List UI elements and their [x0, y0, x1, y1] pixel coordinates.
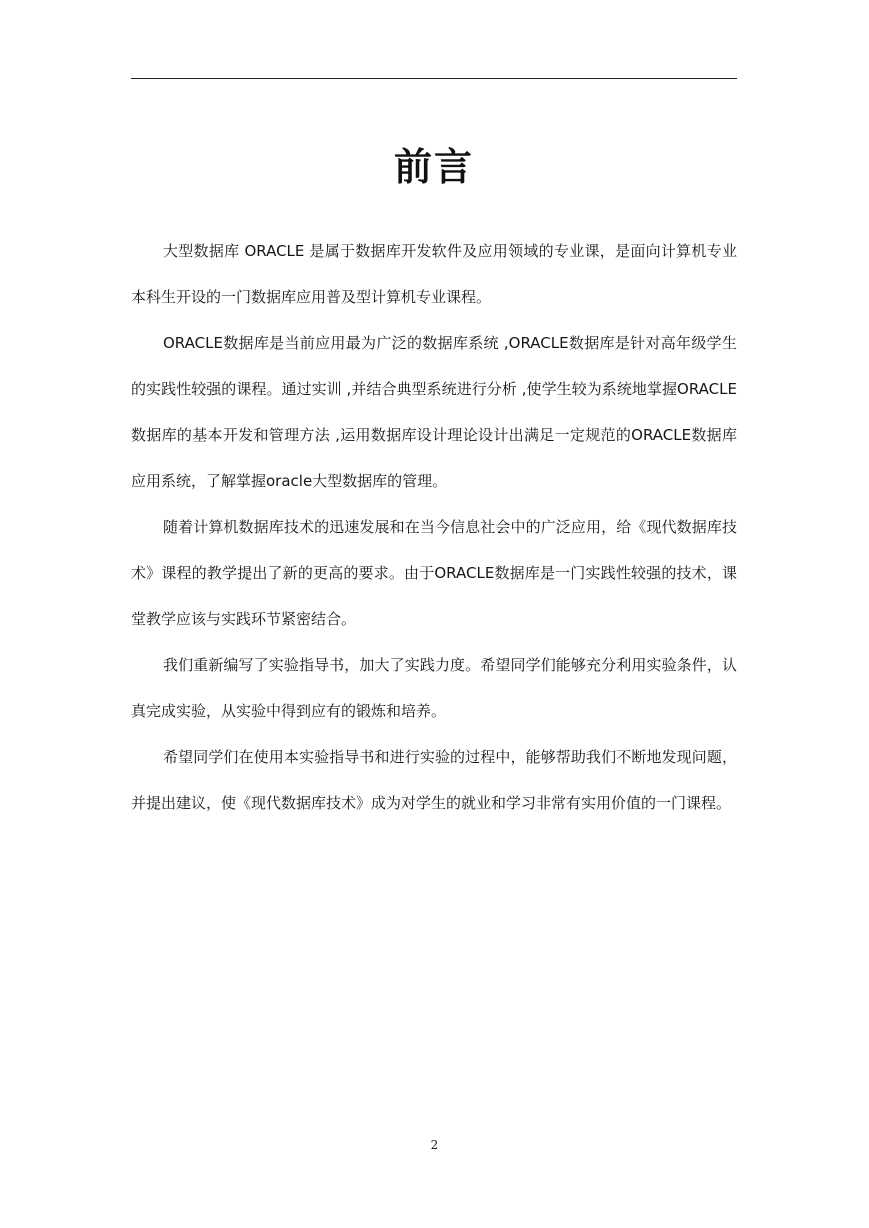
page-title: 前言: [393, 145, 474, 190]
paragraph-1: 大型数据库 ORACLE 是属于数据库开发软件及应用领域的专业课，是面向计算机专业本科生开设的一门数据库应用普及型计算机专业课程。: [131, 242, 737, 306]
paragraph-4: 我们重新编写了实验指导书，加大了实践力度。希望同学们能够充分利用实验条件，认真完成实验，从实验中得到应有的锻炼和培养。: [131, 656, 737, 720]
page-number: 2: [430, 1138, 439, 1152]
paragraph-3: 随着计算机数据库技术的迅速发展和在当今信息社会中的广泛应用，给《现代数据库技术》课程的教学提出了新的更高的要求。由于ORACLE数据库是一门实践性较强的技术，课堂教学应该与实践环节紧密结合。: [131, 518, 737, 628]
paragraph-5: 希望同学们在使用本实验指导书和进行实验的过程中，能够帮助我们不断地发现问题，并提出建议，使《现代数据库技术》成为对学生的就业和学习非常有实用价值的一门课程。: [131, 748, 737, 812]
header-rule: [131, 78, 737, 79]
body-text: [131, 228, 737, 826]
paragraph-2: ORACLE数据库是当前应用最为广泛的数据库系统 ,ORACLE数据库是针对高年级学生的实践性较强的课程。通过实训 ,并结合典型系统进行分析 ,使学生较为系统地掌握ORACLE数据库的基本开发和管理方法 ,运用数据库设计理论设计出满足一定规范的ORACLE数据库应用系统，了解掌握oracle大型数据库的管理。: [131, 334, 737, 490]
